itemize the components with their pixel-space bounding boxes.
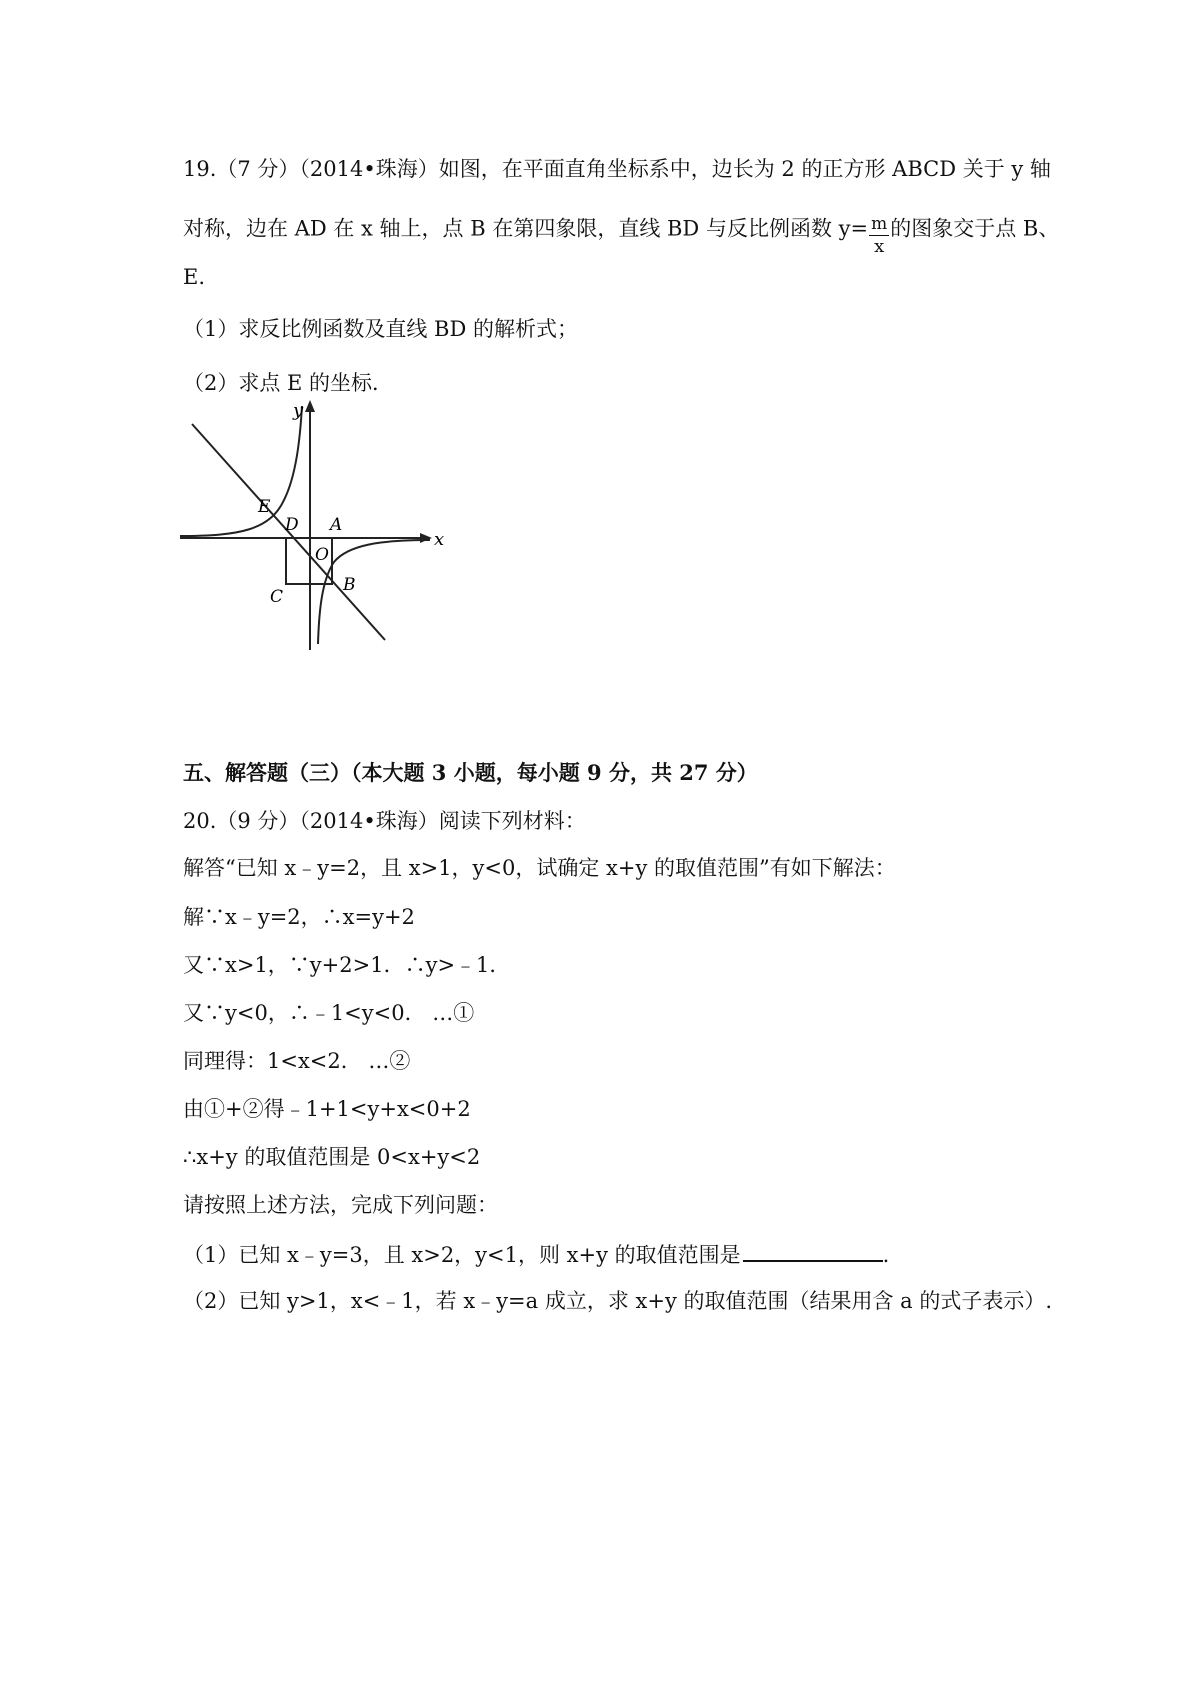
- label-x: x: [434, 529, 445, 550]
- q20-line5: 又∵y<0，∴﹣1<y<0． …①: [183, 1001, 475, 1025]
- q19-line2-start: 对称，边在 AD 在 x 轴上，点 B 在第四象限，直线 BD 与反比例函数 y=: [183, 216, 869, 241]
- q19-line2: [183, 210, 1060, 257]
- q20-line3: 解∵x﹣y=2，∴x=y+2: [183, 905, 415, 929]
- q20-line6: 同理得：1<x<2． …②: [183, 1049, 411, 1073]
- label-o: O: [315, 545, 329, 565]
- q20-part1-text: （1）已知 x﹣y=3，且 x>2，y<1，则 x+y 的取值范围是: [183, 1243, 741, 1267]
- fraction-numerator: m: [871, 214, 888, 234]
- fraction-denominator: x: [874, 236, 885, 257]
- q19-line3: E.: [183, 265, 206, 289]
- q20-line2: 解答“已知 x﹣y=2，且 x>1，y<0，试确定 x+y 的取值范围”有如下解法：: [183, 856, 896, 880]
- q20-line8: ∴x+y 的取值范围是 0<x+y<2: [183, 1145, 481, 1169]
- x-axis-arrow: [420, 533, 432, 543]
- q20-line7: 由①+②得﹣1+1<y+x<0+2: [183, 1097, 471, 1121]
- label-y: y: [293, 400, 304, 421]
- y-axis-arrow: [305, 400, 315, 412]
- q20-part1-end: .: [882, 1243, 890, 1267]
- q19-part1: （1）求反比例函数及直线 BD 的解析式；: [183, 317, 578, 341]
- q20-line9: 请按照上述方法，完成下列问题：: [183, 1193, 498, 1217]
- q19-line2-end: 的图象交于点 B、: [890, 216, 1060, 241]
- label-b: B: [343, 575, 356, 595]
- q19-line1: 19.（7 分）（2014•珠海）如图，在平面直角坐标系中，边长为 2 的正方形 ABCD 关于 y 轴: [183, 157, 1051, 181]
- section-heading: 五、解答题（三）（本大题 3 小题，每小题 9 分，共 27 分）: [183, 760, 758, 785]
- label-c: C: [270, 587, 284, 607]
- inverse-function-fraction: [869, 216, 889, 256]
- q20-part2: （2）已知 y>1，x<﹣1，若 x﹣y=a 成立，求 x+y 的取值范围（结果用含 a 的式子表示）.: [183, 1289, 1053, 1313]
- label-e: E: [258, 497, 271, 517]
- q20-line4: 又∵x>1，∵y+2>1．∴y>﹣1．: [183, 953, 511, 977]
- q20-part1: [183, 1238, 889, 1270]
- hyperbola-branch-left: [180, 406, 302, 536]
- coordinate-figure: [175, 395, 445, 655]
- label-a: A: [330, 515, 343, 535]
- q20-line1: 20.（9 分）（2014•珠海）阅读下列材料：: [183, 809, 586, 833]
- label-d: D: [285, 515, 299, 535]
- q19-part2: （2）求点 E 的坐标．: [183, 371, 394, 395]
- answer-blank[interactable]: [743, 1238, 883, 1262]
